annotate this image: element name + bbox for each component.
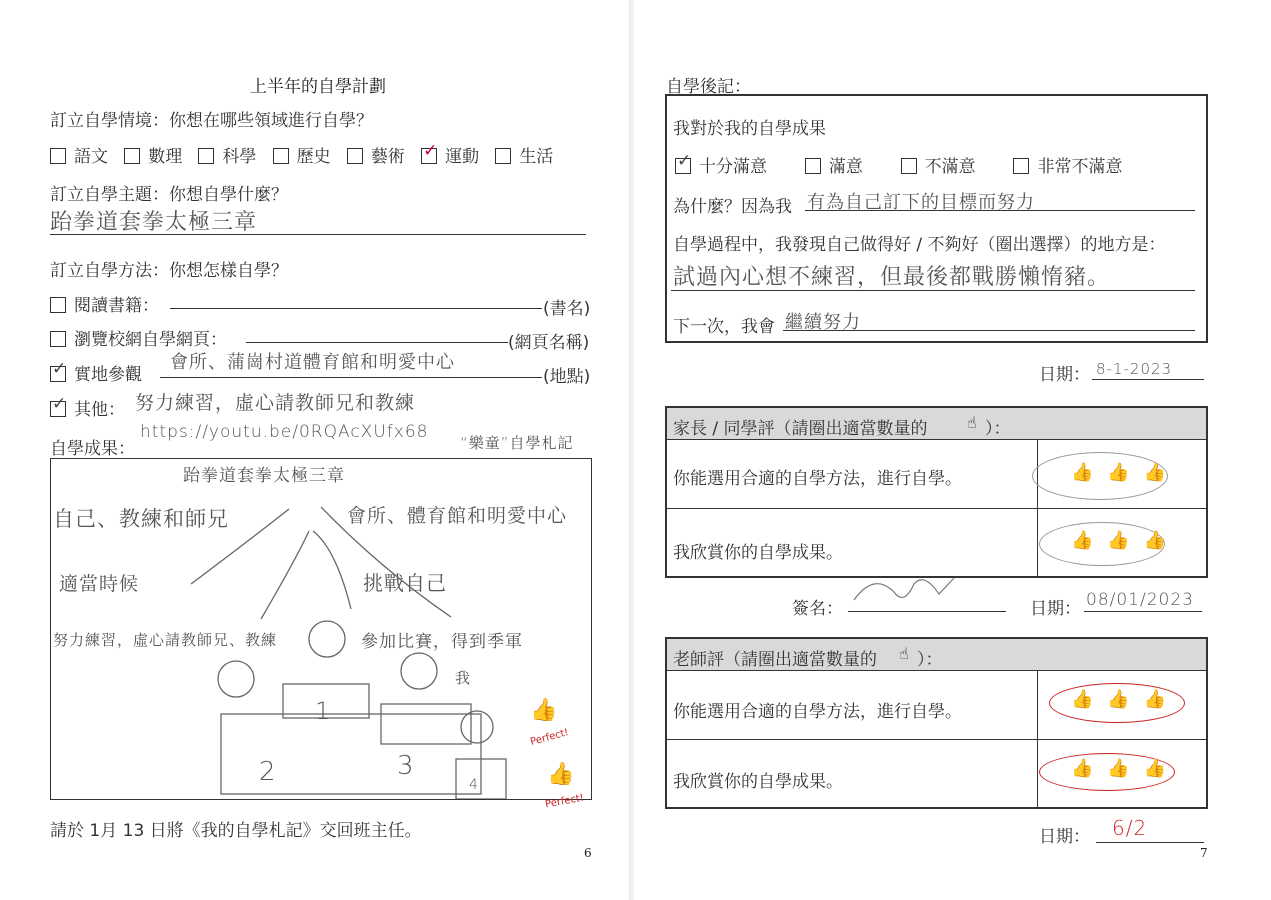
answer-line [246,342,508,343]
teacher-date-label: 日期： [1039,827,1090,847]
date-line [1096,842,1204,843]
pointing-hand-icon: ☝ [899,644,909,663]
date-line [1084,611,1202,612]
domain-checkbox-row [50,142,553,167]
checkbox[interactable] [50,331,66,347]
drawing-me-label: 我 [455,669,472,687]
checkbox-checked[interactable] [50,359,67,382]
perfect-stamp: Perfect! [544,792,585,811]
thumbs-up-icon[interactable]: 👍👍👍 [1071,530,1181,551]
checkbox-checked[interactable] [421,141,438,164]
domain-option[interactable]: 數理 [124,147,182,167]
domain-option[interactable]: 科學 [198,147,256,167]
podium-fourth: 4 [469,777,479,793]
result-drawing [50,458,592,800]
right-page [634,0,1271,900]
checkbox[interactable] [347,148,363,164]
checkbox[interactable] [805,158,821,174]
checkbox[interactable] [901,158,917,174]
domain-option-checked[interactable]: ✓ 運動 [423,141,480,167]
teacher-eval-row: 你能選用合適的自學方法，進行自學。 [673,702,962,722]
checkbox-checked[interactable] [675,151,692,174]
afterword-title: 自學後記： [666,77,751,97]
visit-answer: 會所、蒲崗村道體育館和明愛中心 [170,352,455,373]
satisfaction-option-checked[interactable]: ✓ 十分滿意 [677,151,767,177]
drawing-title: 跆拳道套拳太極三章 [183,466,345,486]
thumbs-up-icon: 👍 [547,762,575,787]
drawing-bottom-left: 努力練習，虛心請教師兄、教練 [53,631,278,649]
page-number: 6 [584,846,592,860]
satisfaction-question: 我對於我的自學成果 [673,119,826,139]
question-method: 訂立自學方法：你想怎樣自學？ [50,261,288,281]
result-link: https://youtu.be/0RQAcXUfx68 [140,422,429,442]
answer-line [170,308,542,309]
teacher-date-value: 6/2 [1112,816,1148,840]
checkbox-checked[interactable] [50,394,67,417]
left-page [0,0,630,900]
return-instruction: 請於 1月 13 日將《我的自學札記》交回班主任。 [50,821,422,841]
domain-option[interactable]: 藝術 [347,147,405,167]
answer-line [671,290,1195,291]
teacher-eval-header-end: ）： [917,650,943,670]
drawing-right-top: 會所、體育館和明愛中心 [347,505,568,527]
domain-option[interactable]: 歷史 [273,147,331,167]
question-topic: 訂立自學主題：你想自學什麼？ [50,185,288,205]
checkbox[interactable] [198,148,214,164]
method-row: 瀏覽校網自學網頁： [50,325,227,350]
satisfaction-option[interactable]: 滿意 [805,157,863,177]
topic-answer-line [50,234,586,235]
domain-option[interactable]: 語文 [50,147,108,167]
answer-line [805,210,1195,211]
satisfaction-option[interactable]: 不滿意 [901,157,976,177]
drawing-bottom-right: 參加比賽，得到季軍 [361,632,523,652]
teacher-eval-header [667,639,1206,671]
thumbs-up-icon[interactable]: 👍👍👍 [1071,462,1181,483]
checkbox[interactable] [273,148,289,164]
domain-option[interactable]: 生活 [495,147,553,167]
podium-second: 2 [259,757,277,787]
checkbox[interactable] [50,148,66,164]
parent-date-value: 08/01/2023 [1086,590,1194,610]
result-label: 自學成果： [50,439,135,459]
next-label: 下一次，我會 [673,317,775,337]
process-question: 自學過程中，我發現自己做得好 / 不夠好（圈出選擇）的地方是： [673,235,1166,255]
drawing-left-top: 自己、教練和師兄 [53,507,229,531]
teacher-eval-row: 我欣賞你的自學成果。 [673,772,843,792]
afterword-box [665,94,1208,343]
method-row: 閱讀書籍： [50,291,159,316]
perfect-stamp: Perfect! [529,727,570,748]
afterword-date-label: 日期： [1039,365,1090,385]
pointing-hand-icon: ☝ [967,413,977,432]
plan-title: 上半年的自學計劃 [250,77,386,97]
sign-label: 簽名： [792,599,843,619]
method-suffix: (地點) [543,367,591,387]
signature [844,572,964,612]
answer-line [783,330,1195,331]
page-number: 7 [1200,846,1208,860]
result-note: “樂童”自學札記 [460,434,574,452]
teacher-eval-header-text: 老師評（請圈出適當數量的 [673,650,877,670]
teacher-evaluation-table [665,637,1208,809]
topic-answer: 跆拳道套拳太極三章 [50,210,258,235]
column-divider [1037,670,1038,809]
thumbs-up-icon[interactable]: 👍👍👍 [1071,758,1181,779]
podium-third: 3 [397,751,415,781]
row-divider [667,508,1206,509]
checkbox[interactable] [1013,158,1029,174]
other-answer: 努力練習，虛心請教師兄和教練 [135,392,416,414]
check-icon: ✓ [52,359,67,379]
parent-eval-header [667,408,1206,440]
checkbox[interactable] [495,148,511,164]
process-answer: 試過內心想不練習，但最後都戰勝懶惰豬。 [673,265,1111,290]
parent-evaluation-table [665,406,1208,578]
check-icon: ✓ [423,141,438,161]
why-answer: 有為自己訂下的目標而努力 [807,192,1035,213]
parent-date-label: 日期： [1030,599,1081,619]
satisfaction-options [675,152,1122,177]
checkbox[interactable] [124,148,140,164]
thumbs-up-icon: 👍 [530,698,558,723]
column-divider [1037,439,1038,578]
podium-first: 1 [315,697,332,725]
next-answer: 繼續努力 [785,312,861,333]
answer-line [160,377,542,378]
method-suffix: (網頁名稱) [508,333,590,353]
method-row: ✓ 其他： [52,394,125,420]
parent-eval-row: 你能選用合適的自學方法，進行自學。 [673,469,962,489]
why-label: 為什麼？因為我 [673,197,792,217]
parent-eval-row: 我欣賞你的自學成果。 [673,543,843,563]
check-icon: ✓ [677,151,692,171]
parent-eval-header-end: ）： [985,419,1011,439]
thumbs-up-icon[interactable]: 👍👍👍 [1071,689,1181,710]
method-suffix: (書名) [543,299,591,319]
satisfaction-option[interactable]: 非常不滿意 [1013,157,1122,177]
drawing-mid-left: 適當時候 [59,573,140,595]
checkbox[interactable] [50,297,66,313]
afterword-date-value: 8-1-2023 [1096,360,1173,378]
row-divider [667,739,1206,740]
drawing-mid-right: 挑戰自己 [363,571,447,595]
parent-eval-header-text: 家長 / 同學評（請圈出適當數量的 [673,419,928,439]
date-line [1092,379,1204,380]
drawing-sketch [51,459,591,799]
method-row: ✓ 實地參觀 [52,359,142,385]
check-icon: ✓ [52,394,67,414]
question-domain: 訂立自學情境：你想在哪些領域進行自學？ [50,111,373,131]
